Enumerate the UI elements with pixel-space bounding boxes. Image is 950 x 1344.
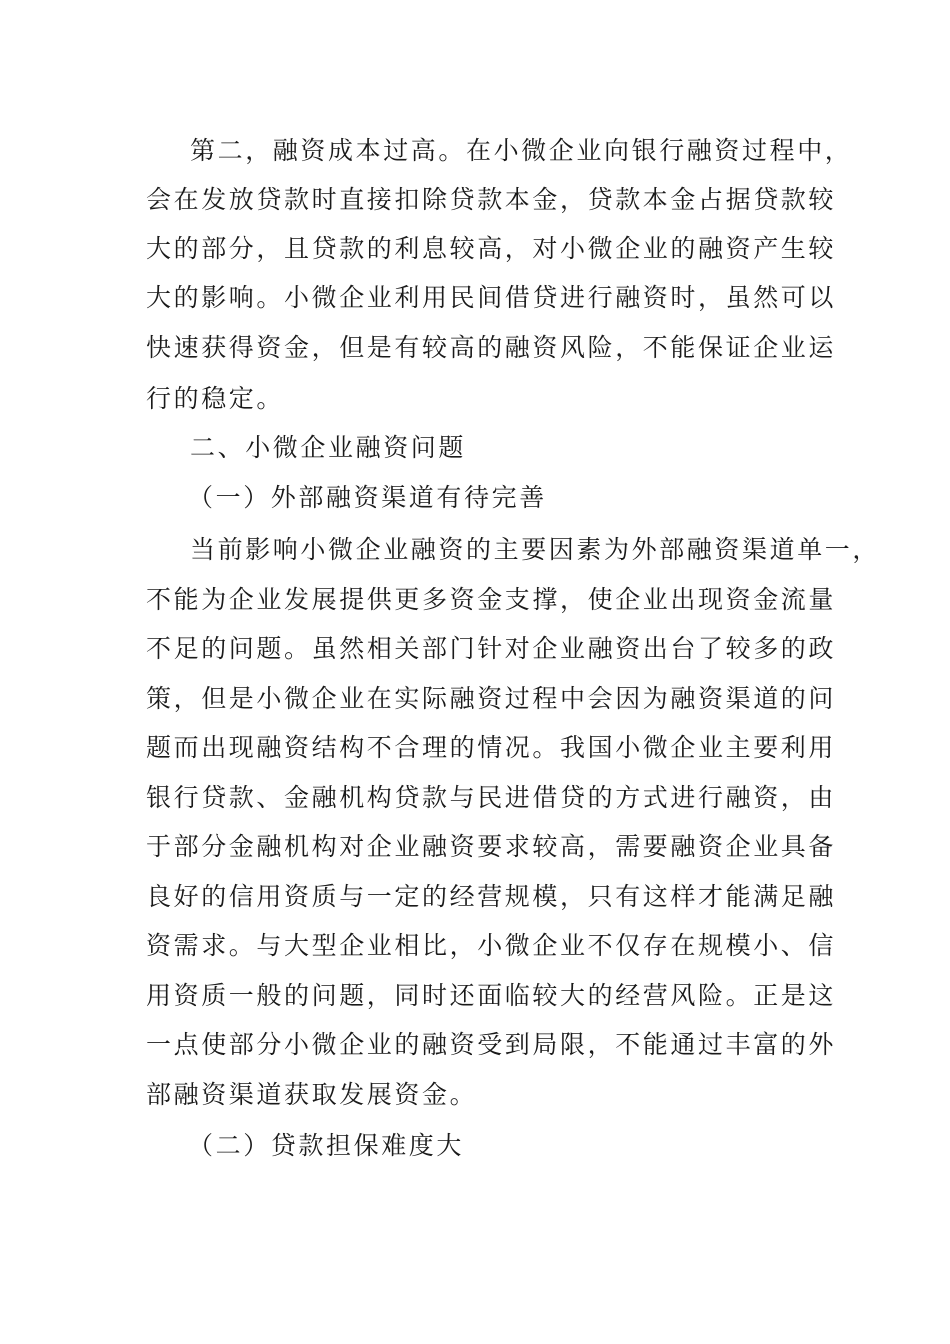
paragraph-line: 快速获得资金，但是有较高的融资风险，不能保证企业运: [146, 333, 837, 362]
paragraph-line: 一点使部分小微企业的融资受到局限，不能通过丰富的外: [146, 1030, 837, 1059]
paragraph-line: 部融资渠道获取发展资金。: [146, 1080, 478, 1109]
paragraph-line: 大的部分，且贷款的利息较高，对小微企业的融资产生较: [146, 234, 837, 263]
paragraph-line: 资需求。与大型企业相比，小微企业不仅存在规模小、信: [146, 931, 837, 960]
paragraph-line: 于部分金融机构对企业融资要求较高，需要融资企业具备: [146, 832, 837, 861]
paragraph-line: 不足的问题。虽然相关部门针对企业融资出台了较多的政: [146, 634, 837, 663]
paragraph-line: 用资质一般的问题，同时还面临较大的经营风险。正是这: [146, 981, 837, 1010]
subsection-heading: （一）外部融资渠道有待完善: [188, 483, 547, 512]
paragraph-line: 不能为企业发展提供更多资金支撑，使企业出现资金流量: [146, 585, 837, 614]
paragraph-line: 良好的信用资质与一定的经营规模，只有这样才能满足融: [146, 882, 837, 911]
paragraph-line: 银行贷款、金融机构贷款与民进借贷的方式进行融资，由: [146, 783, 837, 812]
paragraph-line: 当前影响小微企业融资的主要因素为外部融资渠道单一，: [190, 535, 881, 564]
paragraph-line: 题而出现融资结构不合理的情况。我国小微企业主要利用: [146, 733, 837, 762]
subsection-heading: （二）贷款担保难度大: [188, 1131, 465, 1160]
paragraph-line: 策，但是小微企业在实际融资过程中会因为融资渠道的问: [146, 684, 837, 713]
paragraph-line: 会在发放贷款时直接扣除贷款本金，贷款本金占据贷款较: [146, 185, 837, 214]
paragraph-line: 第二，融资成本过高。在小微企业向银行融资过程中，: [190, 136, 853, 165]
section-heading: 二、小微企业融资问题: [190, 433, 467, 462]
paragraph-line: 行的稳定。: [146, 384, 285, 413]
paragraph-line: 大的影响。小微企业利用民间借贷进行融资时，虽然可以: [146, 283, 837, 312]
